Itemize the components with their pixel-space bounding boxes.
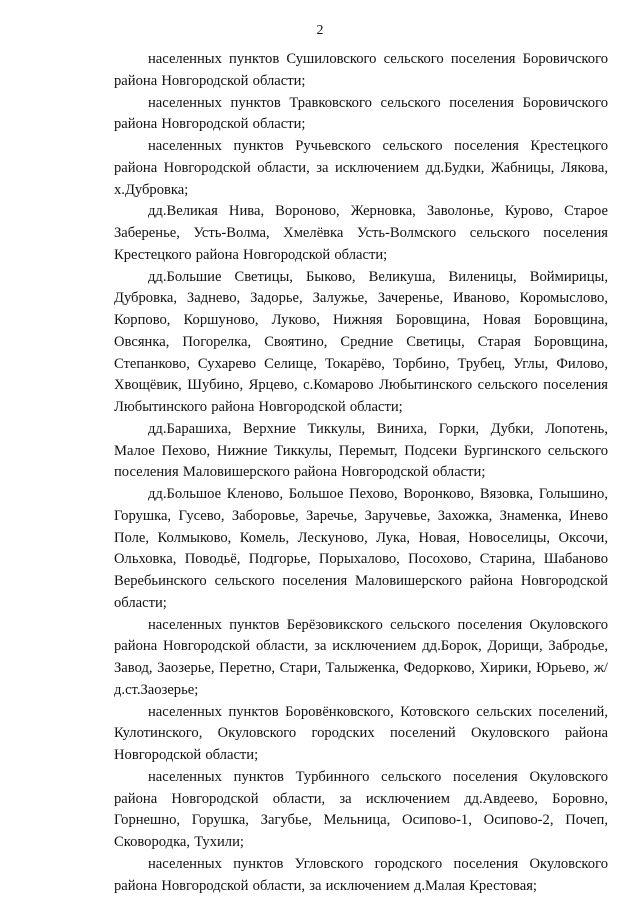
paragraph-sushilovskoe: населенных пунктов Сушиловского сельского поселения Боровичского района Новгородской области;	[114, 51, 608, 89]
paragraph-lyubytinskoe: дд.Большие Светицы, Быково, Великуша, Виленицы, Воймирицы, Дубровка, Заднево, Задорье, Залужье, Зачеренье, Иваново, Коромыслово, Корпово, Коршуново, Луково, Нижняя Боровщина, Новая Боровщина, Овсянка, Погорелка, Своятино, Средние Светицы, Старая Боровщина, Степанково, Сухарево Селище, Токарёво, Торбино, Трубец, Углы, Филово, Хвощёвик, Шубино, Ярцево, с.Комарово Любытинского сельского поселения Любытинского района Новгородской области;	[114, 268, 608, 415]
paragraph-borovenkovskoe: населенных пунктов Боровёнковского, Котовского сельских поселений, Кулотинского, Окуловского городских поселений Окуловского района Новгородской области;	[114, 703, 608, 763]
page-number: 2	[316, 23, 324, 38]
paragraph-verebinskoe: дд.Большое Кленово, Большое Пехово, Воронково, Вязовка, Голышино, Горушка, Гусево, Заборовье, Заречье, Заручевье, Захожка, Знаменка, Инево Поле, Колмыково, Комель, Лескуново, Лука, Новая, Новоселицы, Оксочи, Ольховка, Поводьё, Подгорье, Порыхалово, Посохово, Старина, Шабаново Веребьинского сельского поселения Маловишерского района Новгородской области;	[114, 486, 608, 611]
paragraph-travkovskoe: населенных пунктов Травковского сельского поселения Боровичского района Новгородской области;	[114, 94, 608, 133]
document-body	[114, 49, 608, 897]
paragraph-berezovikskoe: населенных пунктов Берёзовикского сельского поселения Окуловского района Новгородской области, за исключением дд.Борок, Дорищи, Забродье, Завод, Заозерье, Перетно, Стари, Талыженка, Федорково, Хирики, Юрьево, ж/д.ст.Заозерье;	[114, 616, 608, 698]
paragraph-ruchevskoe: населенных пунктов Ручьевского сельского поселения Крестецкого района Новгородской области, за исключением дд.Будки, Жабницы, Лякова, х.Дубровка;	[114, 138, 608, 198]
paragraph-ust-volmskoe: дд.Великая Нива, Вороново, Жерновка, Заволонье, Курово, Старое Заберенье, Усть-Волма, Хмелёвка Усть-Волмского сельского поселения Крестецкого района Новгородской области;	[114, 203, 608, 263]
paragraph-uglovskoe: населенных пунктов Угловского городского поселения Окуловского района Новгородской области, за исключением д.Малая Крестовая;	[114, 855, 608, 894]
paragraph-burginskoe: дд.Барашиха, Верхние Тиккулы, Виниха, Горки, Дубки, Лопотень, Малое Пехово, Нижние Тиккулы, Перемыт, Подсеки Бургинского сельского поселения Маловишерского района Новгородской области;	[114, 420, 608, 481]
paragraph-turbinnoe: населенных пунктов Турбинного сельского поселения Окуловского района Новгородской области, за исключением дд.Авдеево, Боровно, Горнешно, Горушка, Загубье, Мельница, Осипово-1, Осипово-2, Почеп, Сковородка, Тухили;	[114, 768, 608, 850]
